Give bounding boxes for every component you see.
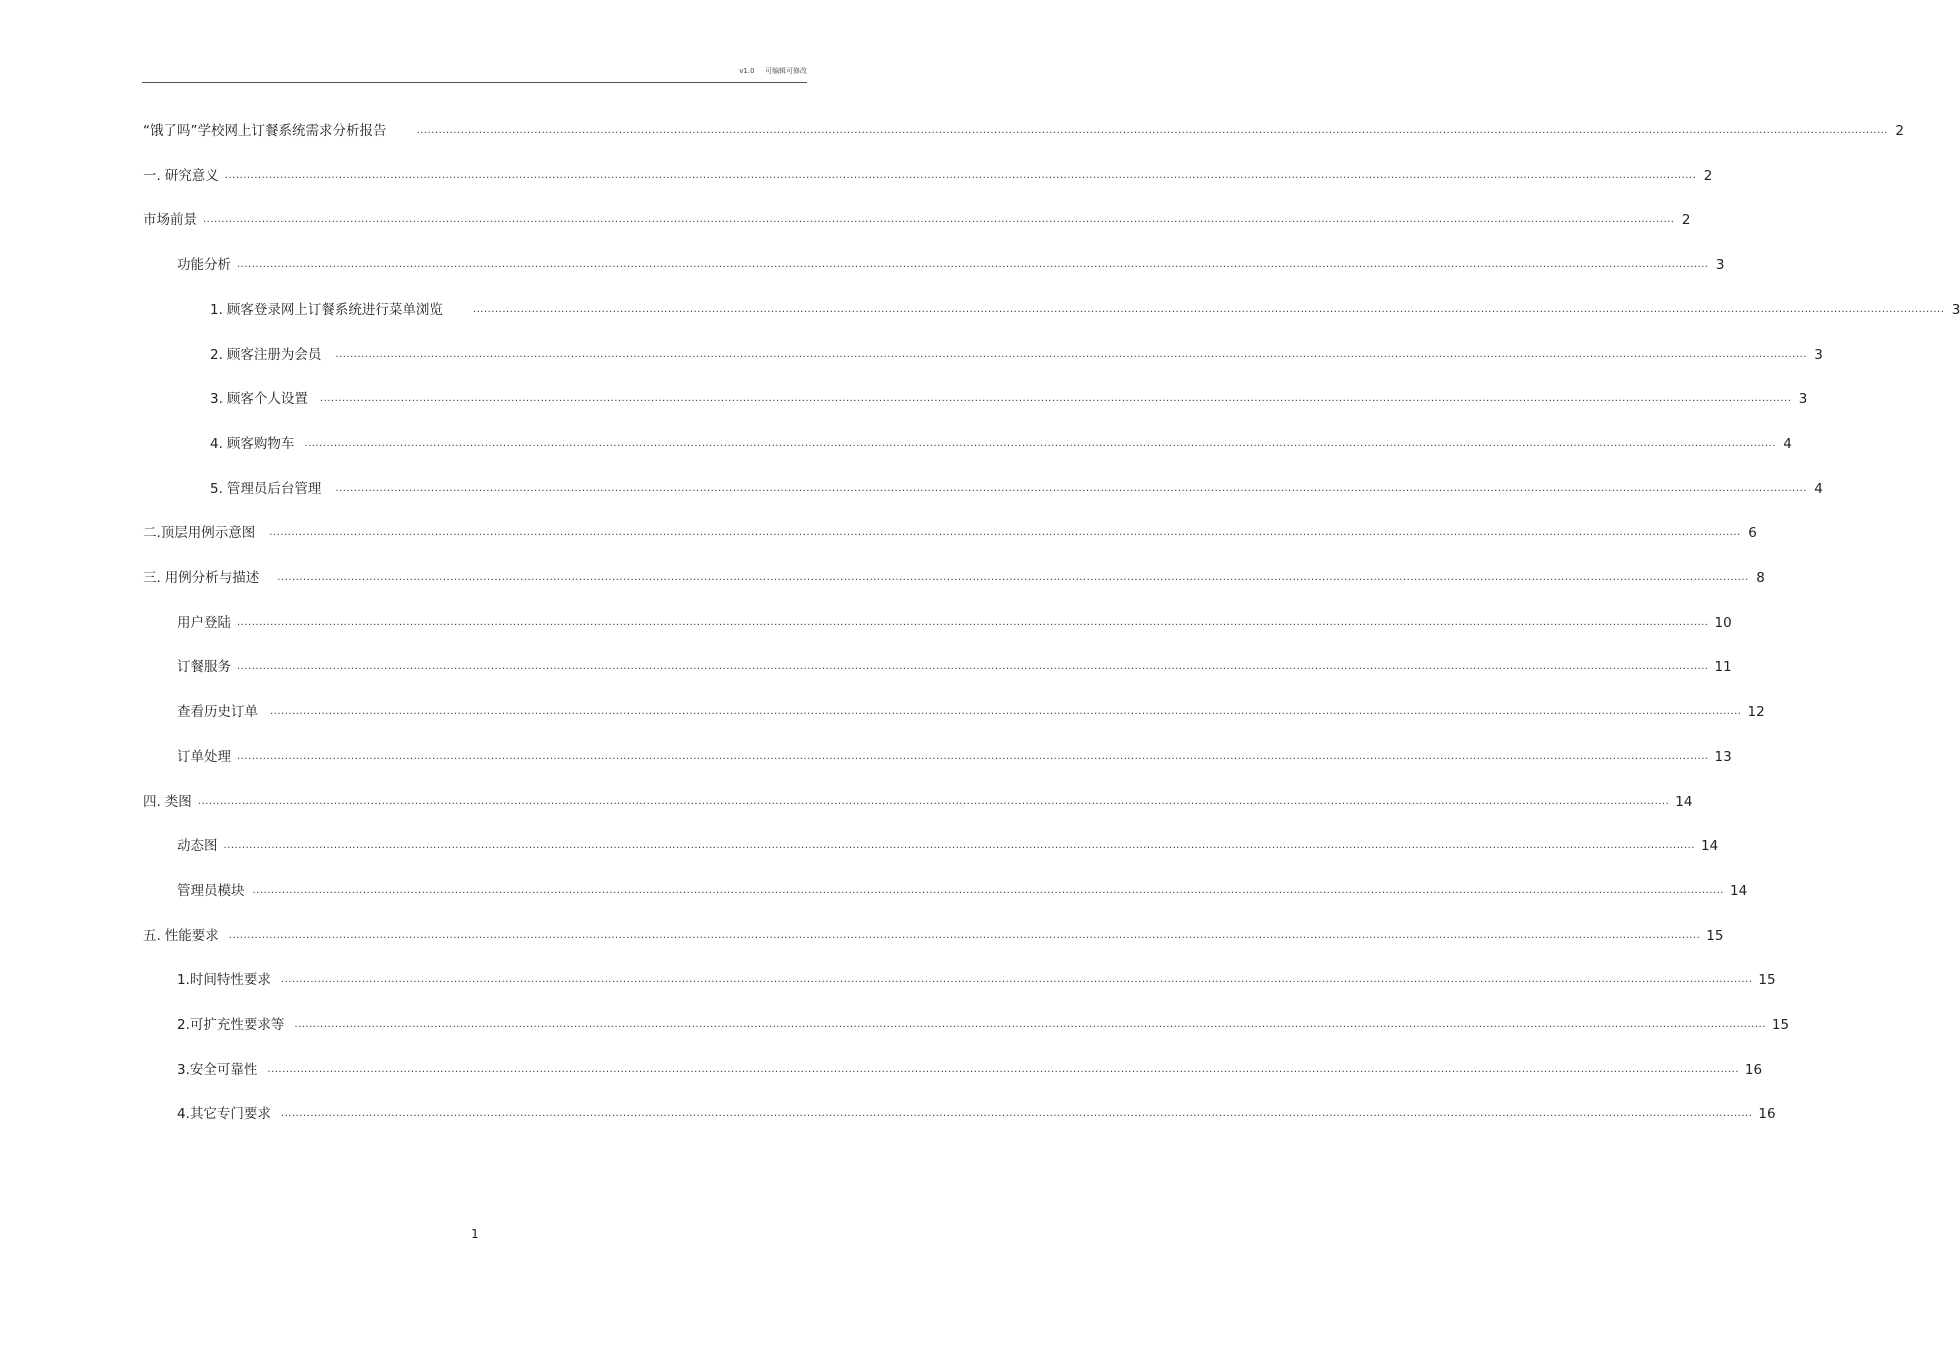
- toc-entry-page: 13: [1714, 749, 1732, 765]
- toc-entry-page: 2: [1895, 123, 1904, 139]
- toc-entry-title: 性能要求: [164, 928, 219, 944]
- toc-entry[interactable]: [177, 746, 1732, 766]
- toc-leader-dots: ................................................................................................................................................................................................................................................................................................................................................................................................................: [472, 304, 1945, 315]
- toc-leader-dots: ................................................................................................................................................................................................................................................................................................................................................................................................................: [237, 661, 1709, 672]
- page-number: 1: [471, 1227, 479, 1241]
- toc-entry-number: 2.: [177, 1017, 190, 1033]
- toc-entry[interactable]: [210, 344, 1823, 364]
- toc-entry-number: 五.: [143, 928, 161, 944]
- toc-leader-dots: ................................................................................................................................................................................................................................................................................................................................................................................................................: [269, 527, 1741, 538]
- toc-entry-title: 顾客购物车: [226, 436, 295, 452]
- toc-entry-title: 类图: [164, 794, 192, 810]
- toc-entry-page: 16: [1758, 1106, 1776, 1122]
- toc-leader-dots: ................................................................................................................................................................................................................................................................................................................................................................................................................: [416, 125, 1888, 136]
- toc-entry[interactable]: [210, 433, 1792, 453]
- toc-entry-title: 其它专门要求: [189, 1106, 271, 1122]
- toc-leader-dots: ................................................................................................................................................................................................................................................................................................................................................................................................................: [280, 1108, 1753, 1119]
- toc-entry-page: 14: [1700, 838, 1719, 854]
- toc-entry[interactable]: [143, 567, 1765, 587]
- toc-entry-page: 3: [1951, 302, 1960, 318]
- toc-entry-title: 订餐服务: [177, 659, 231, 675]
- toc-entry-page: 15: [1706, 928, 1724, 944]
- toc-entry-title: 用例分析与描述: [164, 570, 260, 586]
- header-note: 可编辑可修改: [765, 67, 807, 75]
- toc-entry-number: 2.: [210, 347, 223, 363]
- toc-leader-dots: ................................................................................................................................................................................................................................................................................................................................................................................................................: [252, 885, 1724, 896]
- toc-entry-title: 研究意义: [164, 168, 219, 184]
- toc-entry[interactable]: [210, 299, 1960, 319]
- toc-entry-page: 3: [1814, 347, 1823, 363]
- toc-entry[interactable]: [177, 612, 1732, 632]
- toc-entry-page: 15: [1758, 972, 1776, 988]
- toc-leader-dots: ................................................................................................................................................................................................................................................................................................................................................................................................................: [223, 840, 1695, 851]
- toc-leader-dots: ................................................................................................................................................................................................................................................................................................................................................................................................................: [228, 930, 1701, 941]
- toc-entry-number: 4.: [177, 1106, 190, 1122]
- toc-entry[interactable]: [177, 1014, 1790, 1034]
- toc-entry[interactable]: [143, 120, 1904, 140]
- toc-entry-page: 3: [1798, 391, 1808, 407]
- toc-entry-title: 顾客注册为会员: [226, 347, 322, 363]
- toc-entry-page: 2: [1681, 212, 1691, 228]
- toc-entry-number: 一.: [143, 168, 161, 184]
- toc-leader-dots: ................................................................................................................................................................................................................................................................................................................................................................................................................: [335, 483, 1807, 494]
- toc-entry-title: 功能分析: [177, 257, 231, 273]
- toc-entry[interactable]: [177, 1059, 1763, 1079]
- toc-entry[interactable]: [177, 880, 1748, 900]
- toc-entry-page: 12: [1747, 704, 1765, 720]
- toc-entry-number: 1.: [177, 972, 190, 988]
- toc-leader-dots: ................................................................................................................................................................................................................................................................................................................................................................................................................: [270, 706, 1742, 717]
- toc-entry-title: 用户登陆: [177, 615, 231, 631]
- toc-entry[interactable]: [210, 388, 1808, 408]
- toc-leader-dots: ................................................................................................................................................................................................................................................................................................................................................................................................................: [237, 259, 1709, 270]
- header-rule: [142, 82, 807, 83]
- toc-leader-dots: ................................................................................................................................................................................................................................................................................................................................................................................................................: [277, 572, 1749, 583]
- toc-entry[interactable]: [143, 522, 1757, 542]
- toc-entry-number: 3.: [210, 391, 223, 407]
- toc-entry-title: 市场前景: [143, 212, 197, 228]
- toc-entry-page: 11: [1714, 659, 1732, 675]
- toc-entry-title: 顾客登录网上订餐系统进行菜单浏览: [226, 302, 443, 318]
- toc-leader-dots: ................................................................................................................................................................................................................................................................................................................................................................................................................: [197, 796, 1670, 807]
- toc-entry-page: 4: [1783, 436, 1792, 452]
- toc-entry-number: 1.: [210, 302, 223, 318]
- toc-entry-page: 3: [1715, 257, 1725, 273]
- toc-entry[interactable]: [143, 209, 1691, 229]
- toc-entry[interactable]: [143, 165, 1713, 185]
- toc-entry[interactable]: [177, 656, 1732, 676]
- toc-leader-dots: ................................................................................................................................................................................................................................................................................................................................................................................................................: [335, 349, 1807, 360]
- toc-leader-dots: ................................................................................................................................................................................................................................................................................................................................................................................................................: [224, 170, 1697, 181]
- toc-entry-title: 可扩充性要求等: [189, 1017, 285, 1033]
- toc-entry[interactable]: [210, 478, 1823, 498]
- toc-entry-number: 5.: [210, 481, 223, 497]
- toc-entry-number: 四.: [143, 794, 161, 810]
- toc-entry-page: 14: [1729, 883, 1748, 899]
- toc-entry-number: 二.: [143, 525, 161, 541]
- toc-entry[interactable]: [177, 835, 1719, 855]
- toc-entry-number: 三.: [143, 570, 161, 586]
- toc-entry-title: 时间特性要求: [189, 972, 271, 988]
- toc-entry-title: 动态图: [177, 838, 218, 854]
- toc-entry-page: 2: [1703, 168, 1713, 184]
- toc-leader-dots: ................................................................................................................................................................................................................................................................................................................................................................................................................: [237, 751, 1709, 762]
- toc-leader-dots: ................................................................................................................................................................................................................................................................................................................................................................................................................: [237, 617, 1709, 628]
- toc-entry[interactable]: [177, 254, 1725, 274]
- toc-entry-title: 查看历史订单: [177, 704, 258, 720]
- toc-entry[interactable]: [177, 701, 1765, 721]
- toc-entry-title: 安全可靠性: [189, 1062, 258, 1078]
- toc-entry-title: 订单处理: [177, 749, 231, 765]
- toc-entry-page: 16: [1744, 1062, 1763, 1078]
- toc-entry-title: 管理员后台管理: [226, 481, 322, 497]
- running-header: [739, 66, 807, 76]
- toc-entry[interactable]: [143, 925, 1724, 945]
- toc-leader-dots: ................................................................................................................................................................................................................................................................................................................................................................................................................: [319, 393, 1792, 404]
- header-version: v1.0: [739, 67, 755, 75]
- toc-entry-title: 顶层用例示意图: [160, 525, 256, 541]
- toc-entry-title: “饿了吗”学校网上订餐系统需求分析报告: [143, 123, 387, 139]
- toc-leader-dots: ................................................................................................................................................................................................................................................................................................................................................................................................................: [304, 438, 1776, 449]
- toc-leader-dots: ................................................................................................................................................................................................................................................................................................................................................................................................................: [294, 1019, 1766, 1030]
- toc-entry-page: 6: [1748, 525, 1757, 541]
- toc-entry-page: 15: [1771, 1017, 1790, 1033]
- toc-entry-page: 4: [1814, 481, 1823, 497]
- toc-entry-number: 4.: [210, 436, 223, 452]
- toc-leader-dots: ................................................................................................................................................................................................................................................................................................................................................................................................................: [267, 1064, 1739, 1075]
- toc-entry-title: 管理员模块: [177, 883, 245, 899]
- toc-entry-title: 顾客个人设置: [226, 391, 308, 407]
- toc-entry[interactable]: [143, 791, 1693, 811]
- toc-entry-page: 8: [1756, 570, 1765, 586]
- toc-entry[interactable]: [177, 969, 1776, 989]
- toc-entry-page: 14: [1675, 794, 1693, 810]
- toc-entry-number: 3.: [177, 1062, 190, 1078]
- toc-entry[interactable]: [177, 1103, 1776, 1123]
- toc-entry-page: 10: [1714, 615, 1732, 631]
- toc-leader-dots: ................................................................................................................................................................................................................................................................................................................................................................................................................: [280, 974, 1753, 985]
- toc-leader-dots: ................................................................................................................................................................................................................................................................................................................................................................................................................: [203, 214, 1675, 225]
